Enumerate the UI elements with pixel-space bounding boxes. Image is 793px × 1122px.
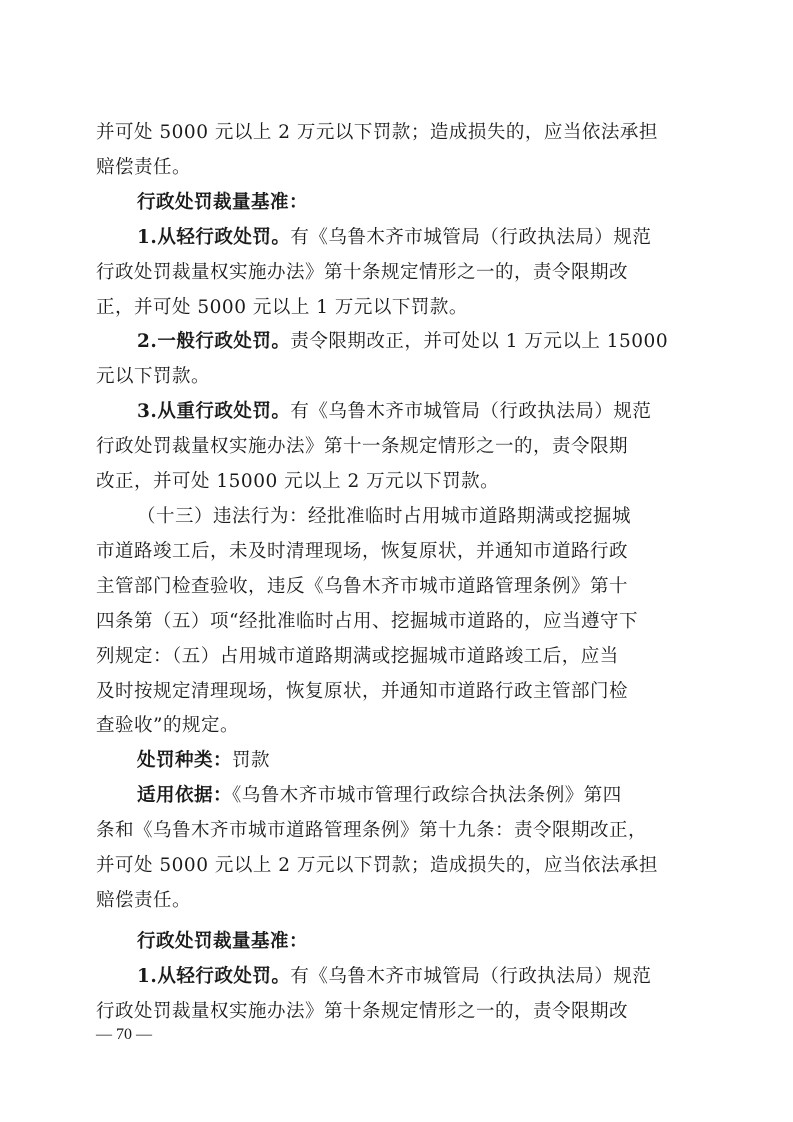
item-lead: 1.从轻行政处罚。	[137, 965, 291, 987]
text-line: 条和《乌鲁木齐市城市道路管理条例》第十九条：责令限期改正，	[96, 820, 648, 842]
text-line: 正，并可处 5000 元以上 1 万元以下罚款。	[96, 296, 468, 318]
text-line: 四条第（五）项“经批准临时占用、挖掘城市道路的，应当遵守下	[96, 610, 638, 632]
item-lead: 适用依据：	[137, 785, 233, 807]
text-line: 行政处罚裁量权实施办法》第十一条规定情形之一的，责令限期	[96, 436, 629, 458]
text-line: 赔偿责任。	[96, 889, 192, 911]
text-line: 行政处罚裁量权实施办法》第十条规定情形之一的，责令限期改	[96, 261, 629, 283]
text-line: 查验收”的规定。	[96, 715, 239, 737]
text-line: 3.从重行政处罚。有《乌鲁木齐市城管局（行政执法局）规范	[137, 401, 652, 423]
text-line: 1.从轻行政处罚。有《乌鲁木齐市城管局（行政执法局）规范	[137, 226, 652, 248]
text-line: 市道路竣工后，未及时清理现场，恢复原状，并通知市道路行政	[96, 540, 629, 562]
paragraph-penalty-type	[96, 744, 700, 779]
item-lead: 处罚种类：	[137, 750, 233, 772]
text-line: 赔偿责任。	[96, 156, 192, 178]
section-heading-discretion-standard-2: 行政处罚裁量基准：	[137, 930, 309, 952]
paragraph-general-penalty	[96, 325, 700, 395]
text-line: 并可处 5000 元以上 2 万元以下罚款；造成损失的，应当依法承担	[96, 855, 658, 877]
paragraph-legal-basis	[96, 779, 700, 919]
paragraph-violation-13	[96, 500, 700, 744]
text-line: 改正，并可处 15000 元以上 2 万元以下罚款。	[96, 471, 500, 493]
text-line: 及时按规定清理现场，恢复原状，并通知市道路行政主管部门检	[96, 680, 629, 702]
paragraph-penalty-continuation	[96, 116, 700, 186]
text-line: 主管部门检查验收，违反《乌鲁木齐市城市道路管理条例》第十	[96, 575, 629, 597]
text-line: 1.从轻行政处罚。有《乌鲁木齐市城管局（行政执法局）规范	[137, 965, 652, 987]
text-line: 列规定：（五）占用城市道路期满或挖掘城市道路竣工后，应当	[96, 645, 619, 667]
text-line: 元以下罚款。	[96, 366, 211, 388]
paragraph-lenient-penalty-2	[96, 960, 700, 1030]
text-line: （十三）违法行为：经批准临时占用城市道路期满或挖掘城	[137, 505, 632, 527]
section-heading-discretion-standard: 行政处罚裁量基准：	[137, 191, 309, 213]
text-line: 适用依据：《乌鲁木齐市城市管理行政综合执法条例》第四	[137, 785, 622, 807]
item-lead: 3.从重行政处罚。	[137, 401, 291, 423]
paragraph-heavy-penalty	[96, 395, 700, 500]
document-body	[96, 116, 700, 1030]
item-lead: 2.一般行政处罚。	[137, 331, 291, 353]
page-number: — 70 —	[96, 1026, 152, 1043]
text-line: 2.一般行政处罚。责令限期改正，并可处以 1 万元以上 15000	[137, 331, 669, 353]
item-lead: 1.从轻行政处罚。	[137, 226, 291, 248]
paragraph-lenient-penalty	[96, 221, 700, 326]
text-line: 并可处 5000 元以上 2 万元以下罚款；造成损失的，应当依法承担	[96, 122, 658, 143]
text-line: 处罚种类：罚款	[137, 750, 271, 772]
text-line: 行政处罚裁量权实施办法》第十条规定情形之一的，责令限期改	[96, 1000, 629, 1022]
